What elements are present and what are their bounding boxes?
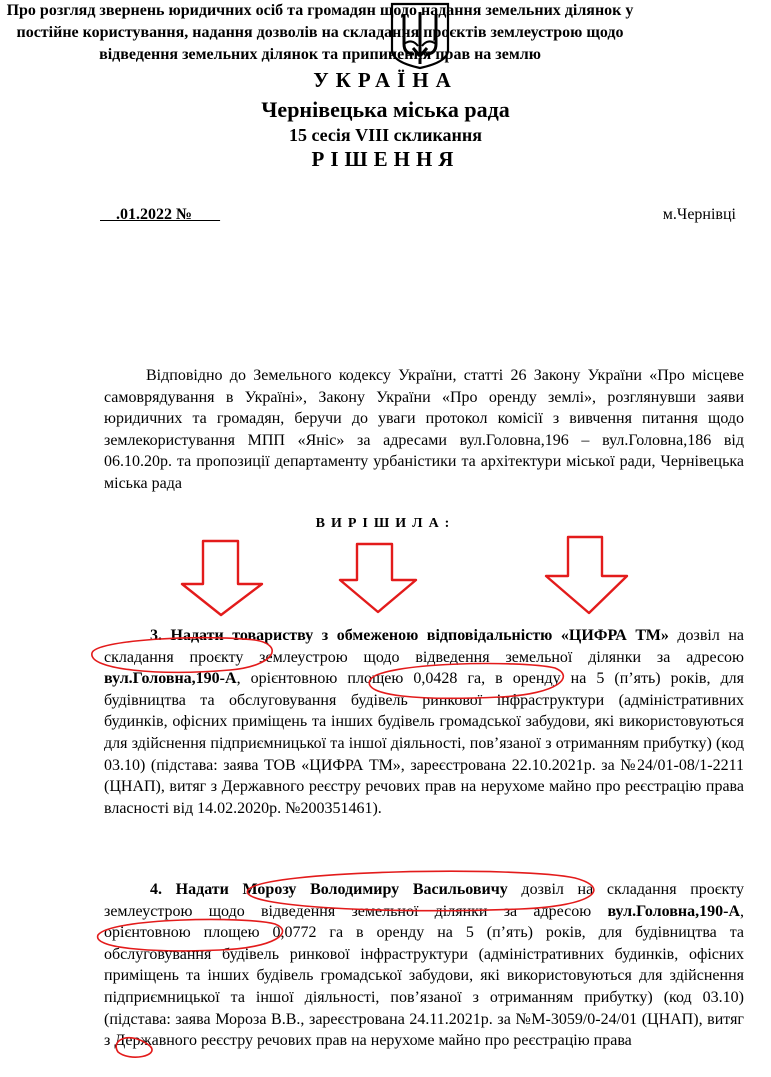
item-4-text-part1: дозвіл на складання проєкту землеустрою щодо відведення земельної ділянки за адресою [104,881,744,920]
resolved-heading: ВИРІШИЛА: [315,516,456,531]
council-heading: Чернівецька міська рада [261,97,510,122]
item-4-lead: 4. Надати Морозу Володимиру Васильовичу [150,881,508,898]
item-3-text-part2: , орієнтовною площею 0,0428 га, в оренду на 5 (п’ять) років, для будівництва та обслуговування будівель ринкової інфраструктури (адміністративних будинків, офісних приміщень та інших будівель громадської забудови, які використовуються для здійснення підприємницької та іншої діяльності, пов’язаної з отриманням прибутку) (код 03.10) (підстава: заява ТОВ «ЦИФРА ТМ», зареєстрована 22.10.2021р. за №24/01-08/1-2211 (ЦНАП), витяг з Державного реєстру речових прав на нерухоме майно про реєстрацію права власності від 14.02.2020р. №200351461). [104,670,744,817]
item-3-address: вул.Головна,190-А [104,670,237,688]
decision-heading: РІШЕННЯ [311,147,460,171]
down-arrow-icon [340,544,416,612]
item-3-lead: 3. Надати товариству з обмеженою відповідальністю «ЦИФРА ТМ» [150,627,669,644]
session-heading: 15 сесія VIII скликання [288,125,483,145]
document-date-number: .01.2022 № [100,206,221,223]
item-4-paragraph [104,879,744,1052]
item-4-address: вул.Головна,190-А [607,902,740,920]
item-4-text-part2: , орієнтовною площею 0,0772 га в оренду на 5 (п’ять) років, для будівництва та обслуговування будівель ринкової інфраструктури (адміністративних будинків, офісних приміщень та інших будівель громадської забудови, які використовуються для здійснення підприємницької та іншої діяльності, пов’язаної з отриманням прибутку) (код 03.10) (підстава: заява Мороза В.В., зареєстрована 24.11.2021р. за №М-3059/0-24/01 (ЦНАП), витяг з Державного реєстру речових прав на нерухоме майно про реєстрацію права [104,902,744,1050]
item-3-paragraph [104,625,744,819]
item-3-text-part1: дозвіл на складання проєкту землеустрою щодо відведення земельної ділянки за адресою [104,627,744,666]
down-arrow-icon [546,537,627,613]
document-subject: Про розгляд звернень юридичних осіб та громадян щодо надання земельних ділянок у постійне користування, надання дозволів на складання проєктів землеустрою щодо відведення земельних ділянок та припинення прав на землю [6,2,634,63]
preamble-paragraph: Відповідно до Земельного кодексу України, статті 26 Закону України «Про місцеве самоврядування в Україні», Закону України «Про оренду землі», розглянувши заяви юридичних та громадян, беручи до уваги протокол комісії з вивчення питання щодо землекористування МПП «Яніс» за адресами вул.Головна,196 – вул.Головна,186 від 06.10.20р. та пропозиції департаменту урбаністики та архітектури міської ради, Чернівецька міська рада [104,367,744,492]
document-city: м.Чернівці [662,206,736,223]
down-arrow-icon [182,541,262,615]
country-heading: УКРАЇНА [313,68,458,92]
